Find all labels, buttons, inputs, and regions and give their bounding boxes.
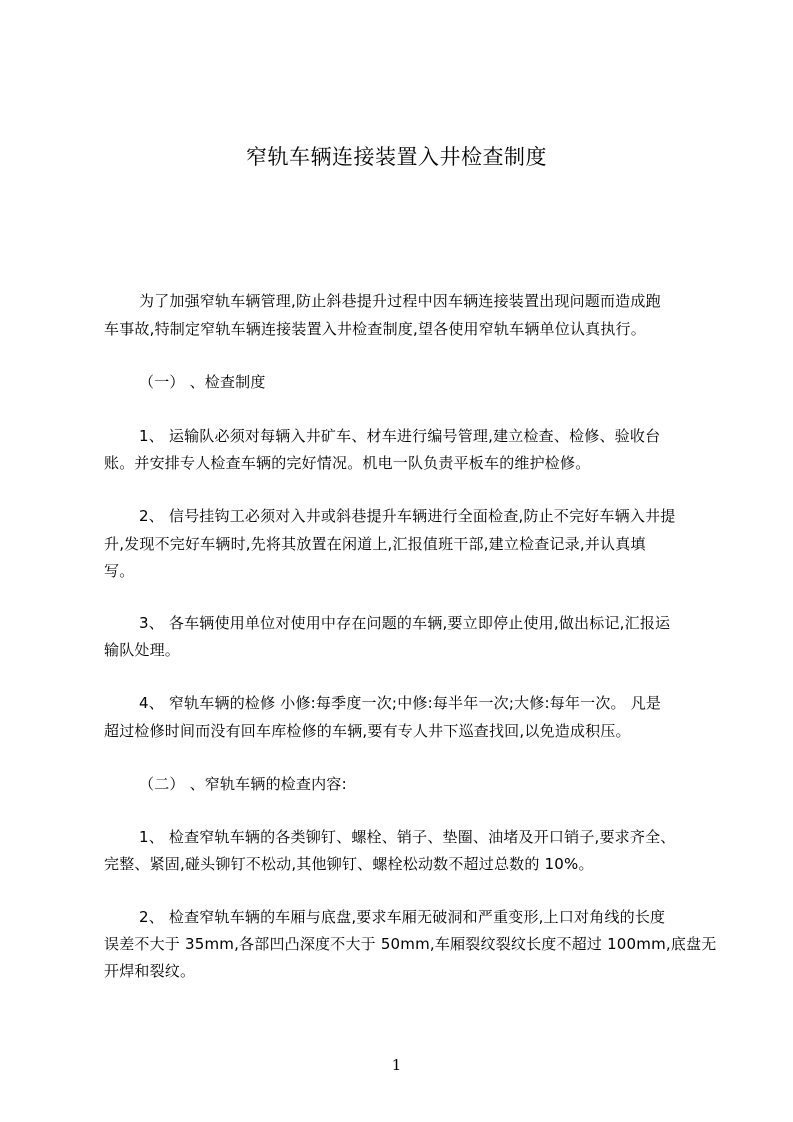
section-2-item-2-line-1: 2、 检查窄轨车辆的车厢与底盘,要求车厢无破洞和严重变形,上口对角线的长度 bbox=[139, 908, 666, 926]
section-1-item-4-line-1: 4、 窄轨车辆的检修 小修:每季度一次;中修:每半年一次;大修:每年一次。 凡是 bbox=[139, 694, 662, 712]
section-1-item-3-line-1: 3、 各车辆使用单位对使用中存在问题的车辆,要立即停止使用,做出标记,汇报运 bbox=[139, 614, 671, 632]
section-1-item-1-line-1: 1、 运输队必须对每辆入井矿车、材车进行编号管理,建立检查、检修、验收台 bbox=[139, 427, 661, 445]
section-1-item-4-line-2: 超过检修时间而没有回车库检修的车辆,要有专人井下巡查找回,以免造成积压。 bbox=[104, 722, 631, 740]
section-1-item-2-line-3: 写。 bbox=[104, 562, 135, 580]
section-2-item-1-line-2: 完整、紧固,碰头铆钉不松动,其他铆钉、螺栓松动数不超过总数的 10%。 bbox=[104, 855, 594, 873]
intro-line-1: 为了加强窄轨车辆管理,防止斜巷提升过程中因车辆连接装置出现问题而造成跑 bbox=[139, 292, 661, 310]
section-2-item-1-line-1: 1、 检查窄轨车辆的各类铆钉、螺栓、销子、垫圈、油堵及开口销子,要求齐全、 bbox=[139, 828, 676, 846]
section-2-heading: （二） 、窄轨车辆的检查内容: bbox=[139, 775, 347, 793]
section-2-item-2-line-2: 误差不大于 35mm,各部凹凸深度不大于 50mm,车厢裂纹裂纹长度不超过 100mm,底盘无 bbox=[104, 935, 717, 953]
section-1-heading: （一） 、检查制度 bbox=[139, 373, 266, 391]
section-1-item-2-line-1: 2、 信号挂钩工必须对入井或斜巷提升车辆进行全面检查,防止不完好车辆入井提 bbox=[139, 507, 676, 525]
page-title: 窄轨车辆连接装置入井检查制度 bbox=[246, 145, 547, 169]
section-1-item-2-line-2: 升,发现不完好车辆时,先将其放置在闲道上,汇报值班干部,建立检查记录,并认真填 bbox=[104, 535, 646, 553]
intro-line-2: 车事故,特制定窄轨车辆连接装置入井检查制度,望各使用窄轨车辆单位认真执行。 bbox=[104, 320, 646, 338]
section-1-item-1-line-2: 账。并安排专人检查车辆的完好情况。机电一队负责平板车的维护检修。 bbox=[104, 454, 591, 472]
page-number: 1 bbox=[391, 1056, 402, 1074]
section-2-item-2-line-3: 开焊和裂纹。 bbox=[104, 962, 196, 980]
section-1-item-3-line-2: 输队处理。 bbox=[104, 641, 181, 659]
